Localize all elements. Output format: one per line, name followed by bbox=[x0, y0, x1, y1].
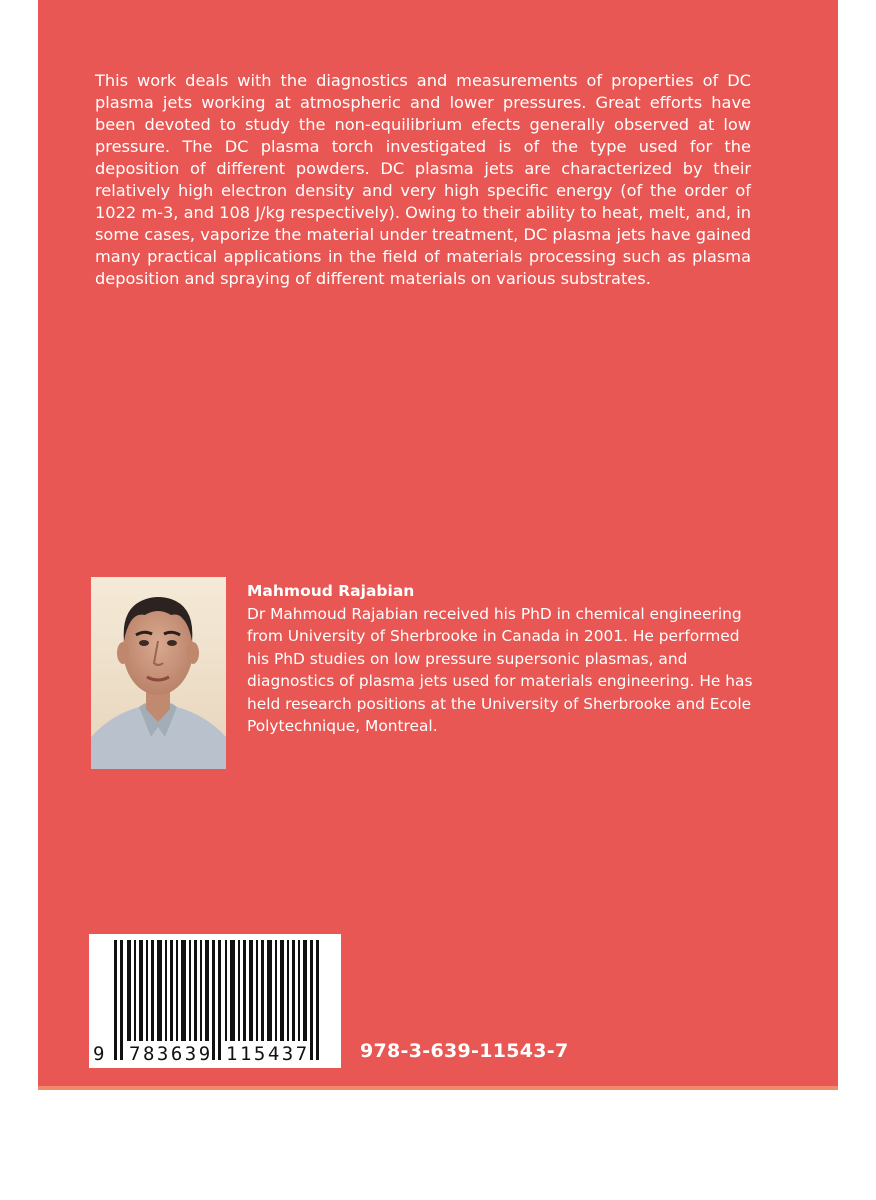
isbn-barcode bbox=[89, 934, 341, 1068]
author-photo bbox=[91, 577, 226, 769]
barcode-digits bbox=[89, 1043, 341, 1065]
author-portrait-image bbox=[91, 577, 226, 769]
barcode-left-group: 783639 bbox=[129, 1043, 213, 1065]
isbn-number: 978-3-639-11543-7 bbox=[360, 1040, 569, 1062]
barcode-right-group: 115437 bbox=[226, 1043, 310, 1065]
barcode-lead-digit: 9 bbox=[93, 1043, 105, 1065]
author-name: Mahmoud Rajabian bbox=[247, 582, 415, 600]
author-bio: Dr Mahmoud Rajabian received his PhD in chemical engineering from University of Sherbrooke in Canada in 2001. He performed his PhD studies on low pressure supersonic plasmas, and diagnostics of plasma jets used for materials engineering. He has held research positions at the University of Sherbrooke and Ecole Polytechnique, Montreal. bbox=[247, 605, 753, 736]
book-description: This work deals with the diagnostics and measurements of properties of DC plasma jets working at atmospheric and lower pressures. Great efforts have been devoted to study the non-equilibrium efects generally observed at low pressure. The DC plasma torch investigated is of the type used for the deposition of different powders. DC plasma jets are characterized by their relatively high electron density and very high specific energy (of the order of 1022 m-3, and 108 J/kg respectively). Owing to their ability to heat, melt, and, in some cases, vaporize the material under treatment, DC plasma jets have gained many practical applications in the field of materials processing such as plasma deposition and spraying of different materials on various substrates. bbox=[95, 71, 751, 288]
cover-bottom-edge bbox=[38, 1086, 838, 1090]
